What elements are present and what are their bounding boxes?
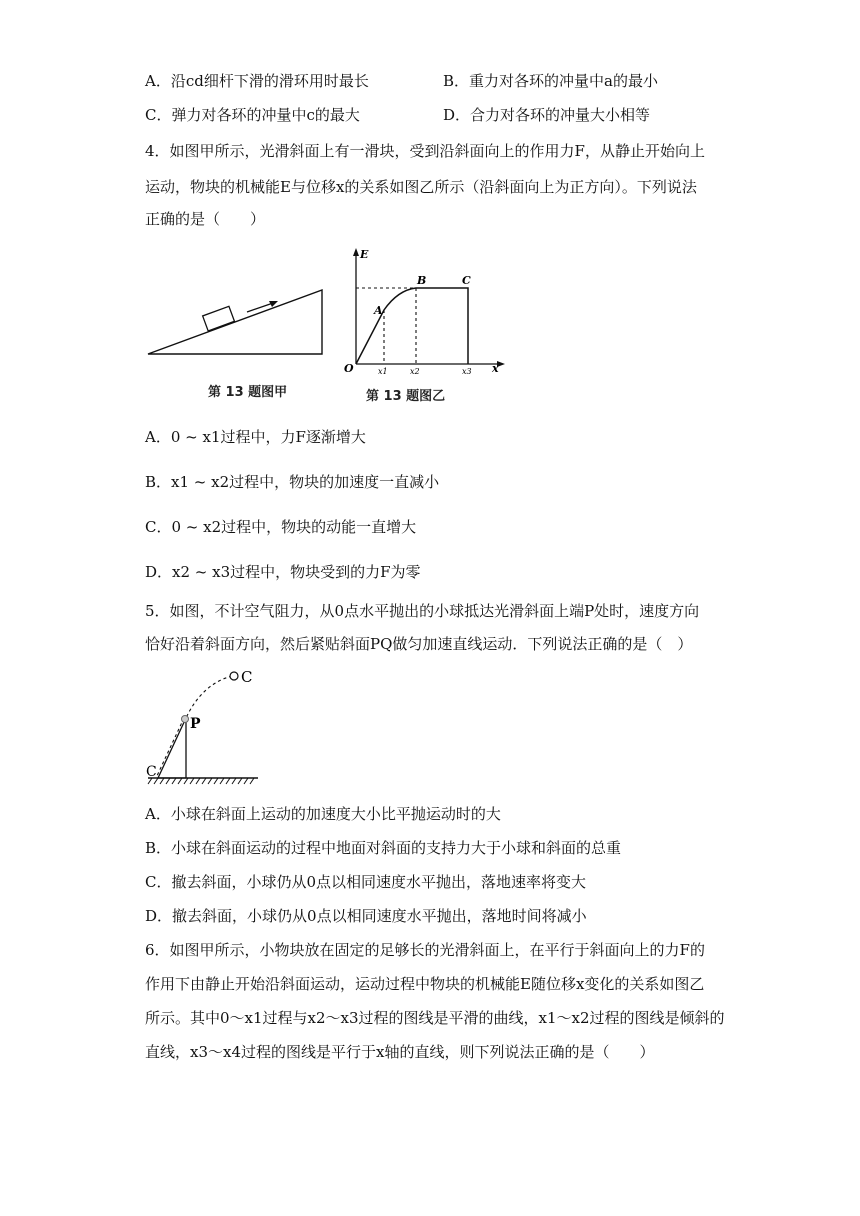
q5-label-p: P bbox=[190, 716, 201, 732]
q4-figure-a-caption: 第 13 题图甲 bbox=[208, 385, 288, 400]
graph-point-b: B bbox=[417, 274, 427, 287]
q4-option-d: D．x2 ~ x3过程中，物块受到的力F为零 bbox=[145, 563, 421, 581]
q4-option-c: C．0 ~ x2过程中，物块的动能一直增大 bbox=[145, 518, 417, 536]
q4-figure-e-x-graph bbox=[340, 246, 510, 376]
graph-tick-x2: x2 bbox=[410, 367, 420, 376]
q4-figure-b-caption: 第 13 题图乙 bbox=[366, 389, 446, 404]
q5-figure-incline-projectile bbox=[140, 662, 270, 790]
q3-option-a: A．沿cd细杆下滑的滑环用时最长 bbox=[145, 72, 369, 90]
q4-stem-line-3: 正确的是（ ） bbox=[145, 210, 266, 228]
graph-origin-label: O bbox=[344, 362, 354, 375]
q3-option-c: C．弹力对各环的冲量中c的最大 bbox=[145, 106, 360, 124]
q4-figure-incline bbox=[140, 270, 330, 370]
q5-stem-line-2: 恰好沿着斜面方向，然后紧贴斜面PQ做匀加速直线运动．下列说法正确的是（ ） bbox=[145, 635, 693, 653]
graph-point-a: A bbox=[374, 304, 383, 317]
graph-tick-x1: x1 bbox=[378, 367, 388, 376]
q5-option-c: C．撤去斜面，小球仍从0点以相同速度水平抛出，落地速率将变大 bbox=[145, 873, 587, 891]
q6-stem-line-2: 作用下由静止开始沿斜面运动，运动过程中物块的机械能E随位移x变化的关系如图乙 bbox=[145, 975, 705, 993]
q4-option-b: B．x1 ~ x2过程中，物块的加速度一直减小 bbox=[145, 473, 440, 491]
q5-option-a: A．小球在斜面上运动的加速度大小比平抛运动时的大 bbox=[145, 805, 501, 823]
q4-stem-line-2: 运动，物块的机械能E与位移x的关系如图乙所示（沿斜面向上为正方向）。下列说法 bbox=[145, 178, 697, 196]
q3-option-d: D．合力对各环的冲量大小相等 bbox=[443, 106, 651, 124]
q6-stem-line-1: 6．如图甲所示，小物块放在固定的足够长的光滑斜面上，在平行于斜面向上的力F的 bbox=[145, 941, 705, 959]
q5-label-c-top: C bbox=[241, 668, 253, 686]
graph-x-label: x bbox=[492, 362, 499, 375]
q5-option-d: D．撤去斜面，小球仍从0点以相同速度水平抛出，落地时间将减小 bbox=[145, 907, 587, 925]
graph-tick-x3: x3 bbox=[462, 367, 472, 376]
graph-point-c: C bbox=[462, 274, 471, 287]
q4-option-a: A．0 ~ x1过程中，力F逐渐增大 bbox=[145, 428, 366, 446]
q3-option-b: B．重力对各环的冲量中a的最小 bbox=[443, 72, 658, 90]
q4-stem-line-1: 4．如图甲所示，光滑斜面上有一滑块，受到沿斜面向上的作用力F，从静止开始向上 bbox=[145, 142, 705, 160]
q5-option-b: B．小球在斜面运动的过程中地面对斜面的支持力大于小球和斜面的总重 bbox=[145, 839, 622, 857]
graph-e-label: E bbox=[360, 248, 369, 261]
q6-stem-line-4: 直线，x3～x4过程的图线是平行于x轴的直线，则下列说法正确的是（ ） bbox=[145, 1043, 655, 1061]
q5-label-c-bottom: C bbox=[146, 764, 157, 780]
q5-stem-line-1: 5．如图，不计空气阻力，从0点水平抛出的小球抵达光滑斜面上端P处时，速度方向 bbox=[145, 602, 700, 620]
q6-stem-line-3: 所示。其中0～x1过程与x2～x3过程的图线是平滑的曲线，x1～x2过程的图线是倾斜的 bbox=[145, 1009, 725, 1027]
